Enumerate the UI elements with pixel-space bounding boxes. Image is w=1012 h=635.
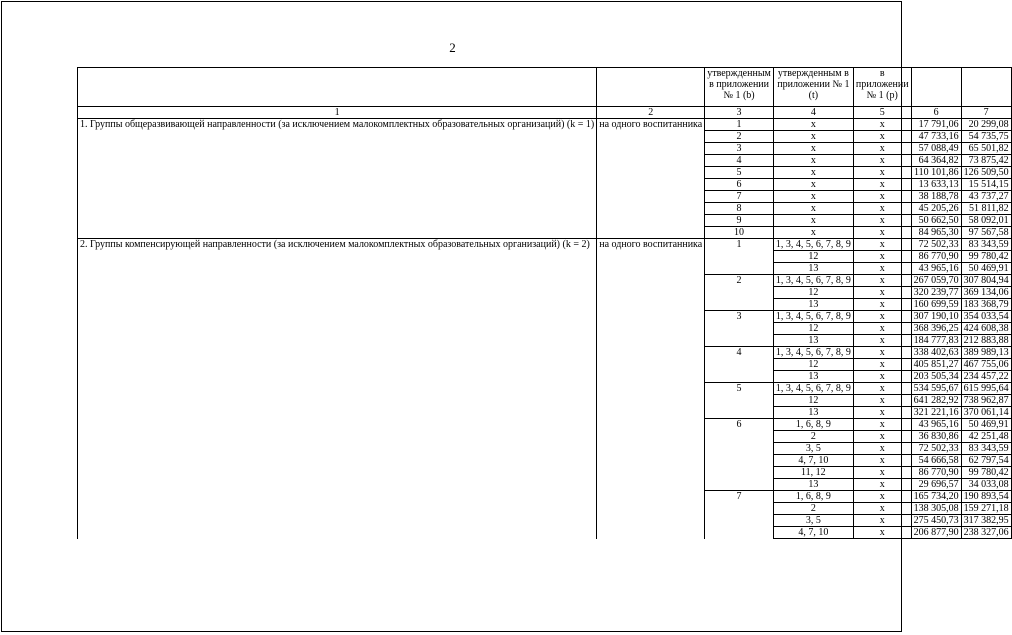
- value-col7-cell: 234 457,22: [961, 371, 1011, 383]
- col-t-cell: 11, 12: [773, 467, 853, 479]
- value-col6-cell: 203 505,34: [911, 371, 961, 383]
- col-p-cell: x: [853, 407, 911, 419]
- col-p-cell: x: [853, 131, 911, 143]
- col-p-cell: x: [853, 491, 911, 503]
- col-b-cell: 7: [705, 491, 774, 539]
- col-p-cell: x: [853, 287, 911, 299]
- col-t-cell: 13: [773, 335, 853, 347]
- col-p-cell: x: [853, 227, 911, 239]
- col-t-cell: 3, 5: [773, 443, 853, 455]
- numbering-cell: 2: [597, 107, 705, 119]
- value-col6-cell: 47 733,16: [911, 131, 961, 143]
- value-col7-cell: 50 469,91: [961, 419, 1011, 431]
- col-p-cell: x: [853, 119, 911, 131]
- value-col7-cell: 42 251,48: [961, 431, 1011, 443]
- col-b-cell: 10: [705, 227, 774, 239]
- col-t-cell: 4, 7, 10: [773, 527, 853, 539]
- col-b-cell: 4: [705, 347, 774, 383]
- col-t-cell: 2: [773, 431, 853, 443]
- col-t-cell: 1, 3, 4, 5, 6, 7, 8, 9: [773, 383, 853, 395]
- col-p-cell: x: [853, 479, 911, 491]
- col-b-cell: 3: [705, 311, 774, 347]
- col-p-cell: x: [853, 275, 911, 287]
- numbering-row: [78, 107, 1012, 119]
- col-t-cell: x: [773, 143, 853, 155]
- value-col7-cell: 369 134,06: [961, 287, 1011, 299]
- col-b-cell: 7: [705, 191, 774, 203]
- value-col6-cell: 64 364,82: [911, 155, 961, 167]
- col-b-cell: 9: [705, 215, 774, 227]
- value-col6-cell: 307 190,10: [911, 311, 961, 323]
- header-col3: утвержденным в приложении № 1 (b): [705, 68, 774, 107]
- col-t-cell: 1, 6, 8, 9: [773, 419, 853, 431]
- header-col2: [597, 68, 705, 107]
- value-col6-cell: 38 188,78: [911, 191, 961, 203]
- value-col6-cell: 275 450,73: [911, 515, 961, 527]
- col-t-cell: 13: [773, 299, 853, 311]
- col-t-cell: x: [773, 167, 853, 179]
- value-col7-cell: 50 469,91: [961, 263, 1011, 275]
- value-col7-cell: 126 509,50: [961, 167, 1011, 179]
- value-col7-cell: 615 995,64: [961, 383, 1011, 395]
- value-col7-cell: 467 755,06: [961, 359, 1011, 371]
- value-col7-cell: 307 804,94: [961, 275, 1011, 287]
- col-p-cell: x: [853, 527, 911, 539]
- col-p-cell: x: [853, 215, 911, 227]
- value-col6-cell: 13 633,13: [911, 179, 961, 191]
- value-col7-cell: 15 514,15: [961, 179, 1011, 191]
- col-b-cell: 6: [705, 179, 774, 191]
- value-col6-cell: 29 696,57: [911, 479, 961, 491]
- col-p-cell: x: [853, 251, 911, 263]
- col-p-cell: x: [853, 335, 911, 347]
- value-col6-cell: 43 965,16: [911, 263, 961, 275]
- value-col6-cell: 45 205,26: [911, 203, 961, 215]
- col-t-cell: 2: [773, 503, 853, 515]
- group-unit-cell: на одного воспитанника: [597, 239, 705, 539]
- value-col7-cell: 159 271,18: [961, 503, 1011, 515]
- value-col6-cell: 534 595,67: [911, 383, 961, 395]
- table-row: [78, 119, 1012, 131]
- col-p-cell: x: [853, 455, 911, 467]
- col-b-cell: 3: [705, 143, 774, 155]
- numbering-cell: 4: [773, 107, 853, 119]
- page-number: 2: [449, 40, 456, 55]
- col-p-cell: x: [853, 383, 911, 395]
- value-col6-cell: 36 830,86: [911, 431, 961, 443]
- col-p-cell: x: [853, 347, 911, 359]
- value-col7-cell: 389 989,13: [961, 347, 1011, 359]
- header-col5: в приложении № 1 (p): [853, 68, 911, 107]
- col-t-cell: 13: [773, 371, 853, 383]
- col-t-cell: 12: [773, 323, 853, 335]
- value-col6-cell: 267 059,70: [911, 275, 961, 287]
- col-b-cell: 2: [705, 131, 774, 143]
- value-col6-cell: 72 502,33: [911, 239, 961, 251]
- header-col4: утвержденным в приложении № 1 (t): [773, 68, 853, 107]
- value-col6-cell: 405 851,27: [911, 359, 961, 371]
- value-col7-cell: 73 875,42: [961, 155, 1011, 167]
- value-col7-cell: 99 780,42: [961, 251, 1011, 263]
- numbering-cell: 1: [78, 107, 597, 119]
- col-p-cell: x: [853, 263, 911, 275]
- col-t-cell: 12: [773, 359, 853, 371]
- col-p-cell: x: [853, 359, 911, 371]
- header-col7: [961, 68, 1011, 107]
- col-p-cell: x: [853, 299, 911, 311]
- value-col6-cell: 641 282,92: [911, 395, 961, 407]
- col-p-cell: x: [853, 311, 911, 323]
- value-col7-cell: 97 567,58: [961, 227, 1011, 239]
- group-name-cell: 2. Группы компенсирующей направленности (за исключением малокомплектных образовательных организаций) (k = 2): [78, 239, 597, 539]
- header-col6: [911, 68, 961, 107]
- col-t-cell: 13: [773, 479, 853, 491]
- value-col6-cell: 86 770,90: [911, 251, 961, 263]
- col-p-cell: x: [853, 431, 911, 443]
- col-p-cell: x: [853, 371, 911, 383]
- numbering-cell: 7: [961, 107, 1011, 119]
- value-col7-cell: 83 343,59: [961, 239, 1011, 251]
- col-t-cell: x: [773, 155, 853, 167]
- tariff-table: [77, 67, 1012, 539]
- value-col7-cell: 99 780,42: [961, 467, 1011, 479]
- value-col6-cell: 165 734,20: [911, 491, 961, 503]
- col-b-cell: 4: [705, 155, 774, 167]
- value-col7-cell: 190 893,54: [961, 491, 1011, 503]
- value-col6-cell: 321 221,16: [911, 407, 961, 419]
- value-col7-cell: 65 501,82: [961, 143, 1011, 155]
- header-row: [78, 68, 1012, 107]
- value-col6-cell: 43 965,16: [911, 419, 961, 431]
- value-col6-cell: 50 662,50: [911, 215, 961, 227]
- col-p-cell: x: [853, 419, 911, 431]
- value-col6-cell: 138 305,08: [911, 503, 961, 515]
- col-b-cell: 8: [705, 203, 774, 215]
- value-col6-cell: 368 396,25: [911, 323, 961, 335]
- value-col6-cell: 57 088,49: [911, 143, 961, 155]
- col-b-cell: 2: [705, 275, 774, 311]
- col-p-cell: x: [853, 239, 911, 251]
- value-col7-cell: 212 883,88: [961, 335, 1011, 347]
- col-t-cell: 1, 6, 8, 9: [773, 491, 853, 503]
- col-t-cell: x: [773, 215, 853, 227]
- value-col6-cell: 84 965,30: [911, 227, 961, 239]
- col-t-cell: x: [773, 119, 853, 131]
- value-col7-cell: 20 299,08: [961, 119, 1011, 131]
- group-name-cell: 1. Группы общеразвивающей направленности (за исключением малокомплектных образовательных организаций) (k = 1): [78, 119, 597, 239]
- col-t-cell: x: [773, 179, 853, 191]
- col-p-cell: x: [853, 143, 911, 155]
- value-col6-cell: 72 502,33: [911, 443, 961, 455]
- value-col6-cell: 54 666,58: [911, 455, 961, 467]
- header-col1: [78, 68, 597, 107]
- col-t-cell: x: [773, 191, 853, 203]
- value-col6-cell: 338 402,63: [911, 347, 961, 359]
- value-col7-cell: 238 327,06: [961, 527, 1011, 539]
- col-p-cell: x: [853, 179, 911, 191]
- value-col7-cell: 34 033,08: [961, 479, 1011, 491]
- value-col6-cell: 206 877,90: [911, 527, 961, 539]
- col-p-cell: x: [853, 155, 911, 167]
- col-p-cell: x: [853, 467, 911, 479]
- value-col6-cell: 17 791,06: [911, 119, 961, 131]
- col-t-cell: 3, 5: [773, 515, 853, 527]
- col-b-cell: 6: [705, 419, 774, 491]
- value-col7-cell: 83 343,59: [961, 443, 1011, 455]
- numbering-cell: 3: [705, 107, 774, 119]
- col-t-cell: 12: [773, 251, 853, 263]
- col-p-cell: x: [853, 503, 911, 515]
- value-col7-cell: 354 033,54: [961, 311, 1011, 323]
- col-p-cell: x: [853, 323, 911, 335]
- value-col7-cell: 51 811,82: [961, 203, 1011, 215]
- col-p-cell: x: [853, 167, 911, 179]
- col-t-cell: 13: [773, 407, 853, 419]
- col-p-cell: x: [853, 395, 911, 407]
- value-col6-cell: 86 770,90: [911, 467, 961, 479]
- value-col7-cell: 58 092,01: [961, 215, 1011, 227]
- value-col7-cell: 370 061,14: [961, 407, 1011, 419]
- value-col7-cell: 317 382,95: [961, 515, 1011, 527]
- value-col7-cell: 54 735,75: [961, 131, 1011, 143]
- col-t-cell: 1, 3, 4, 5, 6, 7, 8, 9: [773, 275, 853, 287]
- col-t-cell: 1, 3, 4, 5, 6, 7, 8, 9: [773, 311, 853, 323]
- col-t-cell: 12: [773, 287, 853, 299]
- col-t-cell: x: [773, 227, 853, 239]
- numbering-cell: 6: [911, 107, 961, 119]
- value-col7-cell: 183 368,79: [961, 299, 1011, 311]
- col-t-cell: 13: [773, 263, 853, 275]
- col-t-cell: 12: [773, 395, 853, 407]
- numbering-cell: 5: [853, 107, 911, 119]
- value-col7-cell: 424 608,38: [961, 323, 1011, 335]
- value-col6-cell: 110 101,86: [911, 167, 961, 179]
- col-b-cell: 5: [705, 383, 774, 419]
- value-col6-cell: 160 699,59: [911, 299, 961, 311]
- value-col7-cell: 43 737,27: [961, 191, 1011, 203]
- col-p-cell: x: [853, 191, 911, 203]
- value-col7-cell: 738 962,87: [961, 395, 1011, 407]
- group-unit-cell: на одного воспитанника: [597, 119, 705, 239]
- col-b-cell: 5: [705, 167, 774, 179]
- col-t-cell: x: [773, 203, 853, 215]
- col-t-cell: x: [773, 131, 853, 143]
- col-t-cell: 4, 7, 10: [773, 455, 853, 467]
- value-col6-cell: 184 777,83: [911, 335, 961, 347]
- col-b-cell: 1: [705, 239, 774, 275]
- col-p-cell: x: [853, 443, 911, 455]
- col-p-cell: x: [853, 203, 911, 215]
- col-b-cell: 1: [705, 119, 774, 131]
- col-t-cell: 1, 3, 4, 5, 6, 7, 8, 9: [773, 239, 853, 251]
- table-row: [78, 239, 1012, 251]
- value-col7-cell: 62 797,54: [961, 455, 1011, 467]
- col-p-cell: x: [853, 515, 911, 527]
- value-col6-cell: 320 239,77: [911, 287, 961, 299]
- col-t-cell: 1, 3, 4, 5, 6, 7, 8, 9: [773, 347, 853, 359]
